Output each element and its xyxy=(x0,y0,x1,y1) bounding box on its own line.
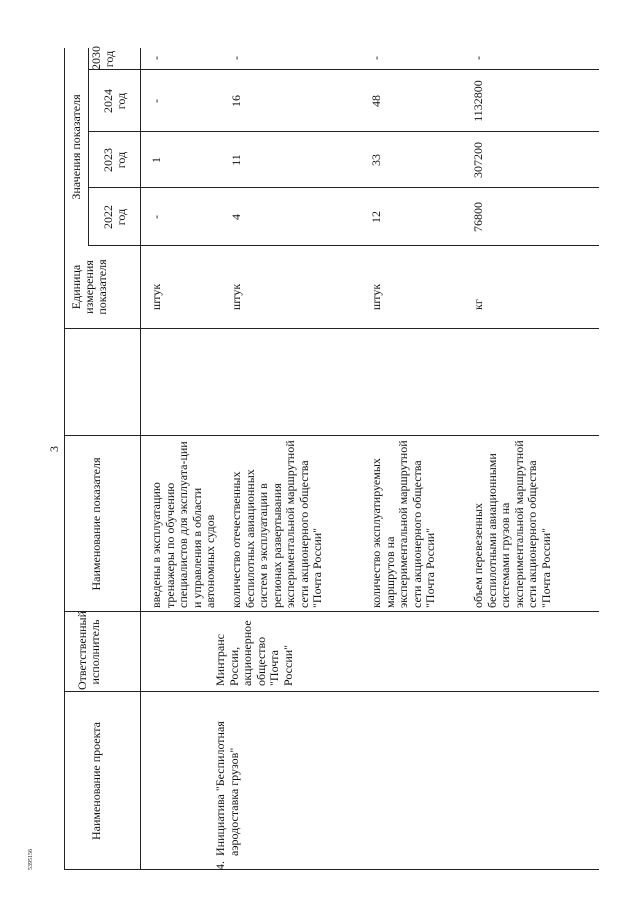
year-divider xyxy=(88,245,599,246)
value-row-4-2022: 76800 xyxy=(471,202,485,232)
value-row-2-2024: 16 xyxy=(229,95,243,107)
header-bottom-border xyxy=(140,48,141,870)
header-indicator: Наименование показателя xyxy=(89,457,103,591)
column-divider xyxy=(64,328,599,329)
unit-row-1: штук xyxy=(149,283,163,310)
indicator-table xyxy=(64,48,599,870)
value-row-3-2024: 48 xyxy=(369,95,383,107)
header-values-group: Значения показателя xyxy=(69,94,83,200)
unit-row-4: кг xyxy=(471,299,485,310)
unit-row-3: штук xyxy=(369,283,383,310)
year-header-2022: 2022 год xyxy=(101,205,128,229)
year-divider xyxy=(88,131,599,132)
value-row-4-2024: 1132800 xyxy=(471,80,485,122)
project-number: 4. xyxy=(213,861,227,870)
value-row-2-2030: - xyxy=(229,56,243,60)
header-executor: Ответственный исполнитель xyxy=(75,610,102,690)
year-header-2030: 2030 год xyxy=(89,46,116,70)
value-row-2-2023: 11 xyxy=(229,154,243,166)
value-row-1-2024: - xyxy=(149,99,163,103)
value-row-3-2022: 12 xyxy=(369,211,383,223)
value-row-3-2023: 33 xyxy=(369,154,383,166)
indicator-row-4: объем перевезенных беспилотными авиационными системами грузов на экспериментальной маршрутной сети акционерного общества "Почта России" xyxy=(471,440,553,608)
value-row-1-2023: 1 xyxy=(149,157,163,163)
indicator-row-3: количество эксплуатируемых маршрутов на экспериментальной маршрутной сети акционерного общества "Почта России" xyxy=(369,440,437,608)
year-header-2023: 2023 год xyxy=(101,148,128,172)
header-project-name: Наименование проекта xyxy=(89,721,103,841)
indicator-row-2: количество отечественных беспилотных авиационных систем в эксплуатации в регионах развертывания экспериментальной маршрутной сети акционерного общества "Почта России" xyxy=(229,440,324,608)
value-row-1-2022: - xyxy=(149,215,163,219)
value-row-3-2030: - xyxy=(369,56,383,60)
year-divider xyxy=(88,187,599,188)
indicator-row-1: введены в эксплуатацию тренажеры по обучению специалистов для эксплуата-ции и управления в области автономных судов xyxy=(149,441,217,608)
project-name: Инициатива "Беспилотная аэродоставка грузов" xyxy=(213,721,241,856)
value-row-4-2023: 307200 xyxy=(471,142,485,178)
page-number: 3 xyxy=(47,446,61,452)
values-group-border xyxy=(88,48,89,246)
header-unit: Единица измерения показателя xyxy=(69,259,109,315)
column-divider xyxy=(64,611,599,612)
document-id: 5395156 xyxy=(28,849,34,870)
project-executor: Минтранс России, акционерное общество "Почта России" xyxy=(213,620,295,686)
column-divider xyxy=(64,435,599,436)
unit-row-2: штук xyxy=(229,283,243,310)
year-header-2024: 2024 год xyxy=(101,89,128,113)
value-row-2-2022: 4 xyxy=(229,214,243,220)
year-divider xyxy=(88,69,599,70)
value-row-4-2030: - xyxy=(471,56,485,60)
value-row-1-2030: - xyxy=(149,56,163,60)
table-top-border xyxy=(64,48,65,870)
table-left-border xyxy=(64,869,599,870)
column-divider xyxy=(64,691,599,692)
